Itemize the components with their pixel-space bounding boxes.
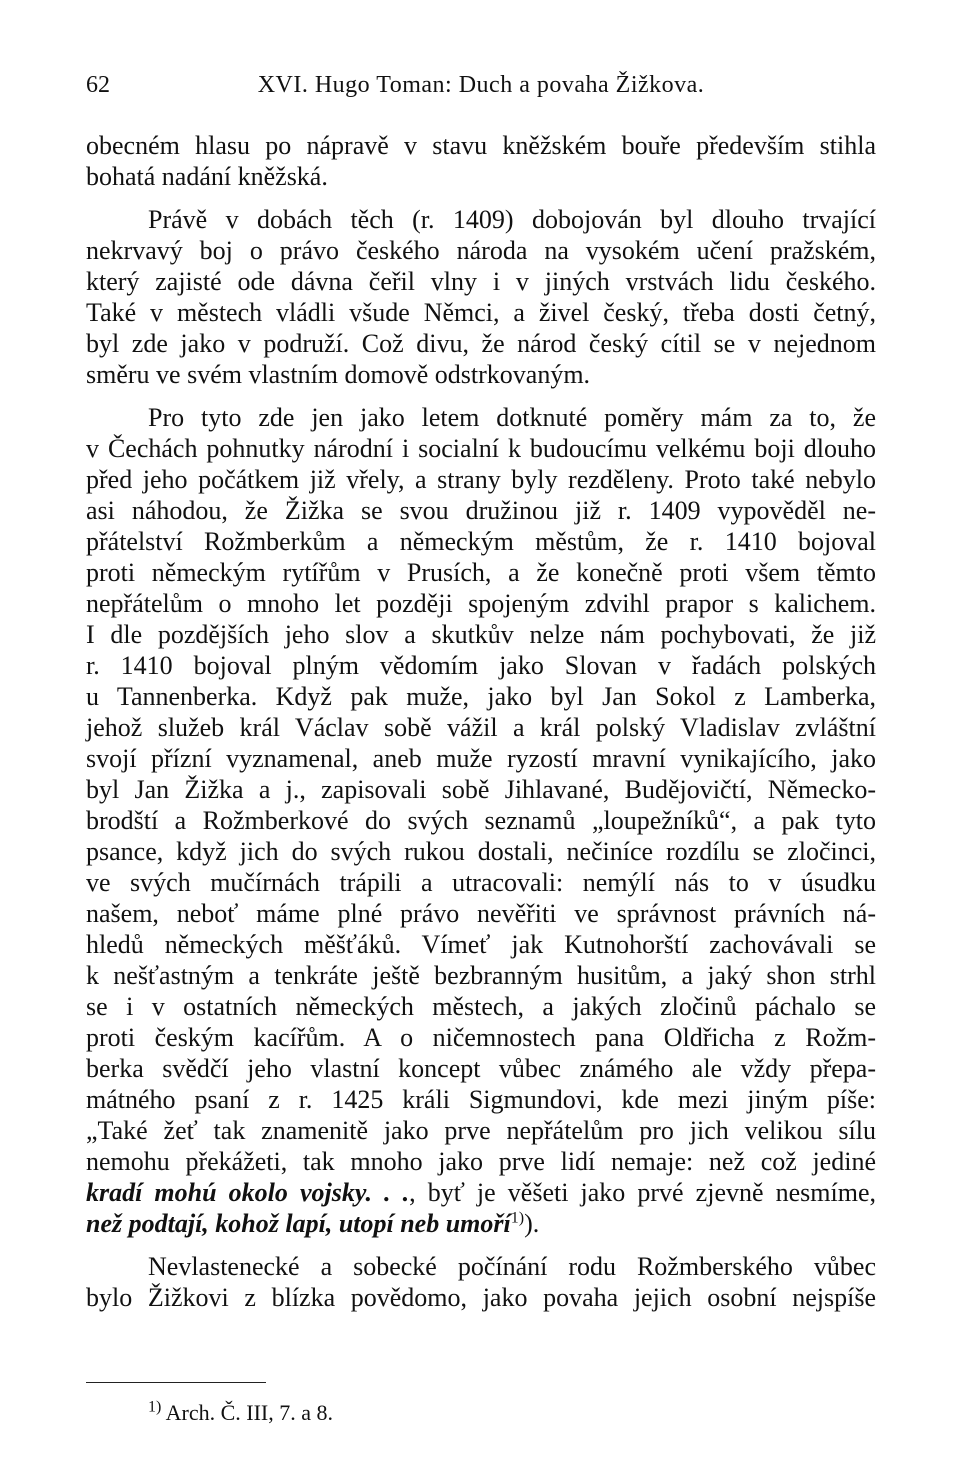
text-line xyxy=(86,1177,876,1208)
text-segment: v Čechách pohnutky národní i socialní k budoucímu velkému boji dlouho xyxy=(86,434,876,463)
text-line xyxy=(86,526,876,557)
text-line xyxy=(86,402,876,433)
body-text xyxy=(86,130,876,1313)
text-segment: se i v ostatních německých městech, a jakých zločinů páchalo se xyxy=(86,992,876,1021)
italic-quote: než podtají, kohož lapí, utopí neb umoří xyxy=(86,1209,511,1238)
text-segment: svojí přízní vyznamenal, aneb muže ryzostí mravní vynikajícího, jako xyxy=(86,744,876,773)
text-line xyxy=(86,743,876,774)
text-segment: který zajisté ode dávna čeřil vlny i v jiných vrstvách lidu českého. xyxy=(86,267,876,296)
text-segment: nekrvavý boj o právo českého národa na vysokém učení pražském, xyxy=(86,236,876,265)
running-head: XVI. Hugo Toman: Duch a povaha Žižkova. xyxy=(257,72,705,98)
text-line xyxy=(86,235,876,266)
text-segment: proti německým rytířům v Prusích, a že konečně proti všem těmto xyxy=(86,558,876,587)
text-line xyxy=(86,1115,876,1146)
text-segment: k nešťastným a tenkráte ještě bezbranným husitům, a jaký shon strhl xyxy=(86,961,876,990)
text-segment: obecném hlasu po nápravě v stavu kněžském bouře především stihla xyxy=(86,131,876,160)
text-segment: asi náhodou, že Žižka se svou družinou již r. 1409 vypověděl ne- xyxy=(86,496,876,525)
text-line xyxy=(86,650,876,681)
text-line xyxy=(86,960,876,991)
text-line xyxy=(86,1251,876,1282)
text-line xyxy=(86,433,876,464)
text-line xyxy=(86,266,876,297)
text-segment: I dle pozdějších jeho slov a skutkův nelze nám pochybovati, že již xyxy=(86,620,876,649)
text-line xyxy=(86,929,876,960)
text-segment: mátného psaní z r. 1425 králi Sigmundovi, kde mezi jiným píše: xyxy=(86,1085,876,1114)
footnote-ref: 1) xyxy=(510,1209,525,1227)
text-line xyxy=(86,161,876,192)
text-line xyxy=(86,991,876,1022)
text-segment: jehož služeb král Václav sobě vážil a král polský Vladislav zvláštní xyxy=(86,713,876,742)
text-segment: přátelství Rožmberkům a německým městům, že r. 1410 bojoval xyxy=(86,527,876,556)
text-segment: hledů německých měšťáků. Vímeť jak Kutnohorští zachovávali se xyxy=(86,930,876,959)
footnote-rule xyxy=(86,1382,266,1383)
text-line xyxy=(86,1208,876,1239)
text-line xyxy=(86,359,876,390)
text-segment: psance, když jich do svých rukou dostali, nečiníce rozdílu se zločinci, xyxy=(86,837,876,866)
text-segment: r. 1410 bojoval plným vědomím jako Slovan v řadách polských xyxy=(86,651,876,680)
text-line xyxy=(86,619,876,650)
text-line xyxy=(86,836,876,867)
page-header xyxy=(86,72,876,104)
text-line xyxy=(86,130,876,161)
text-segment: u Tannenberka. Když pak muže, jako byl Jan Sokol z Lamberka, xyxy=(86,682,876,711)
page-number: 62 xyxy=(86,72,110,98)
text-line xyxy=(86,1282,876,1313)
text-segment: brodští a Rožmberkové do svých seznamů „loupežníků“, a pak tyto xyxy=(86,806,876,835)
text-line xyxy=(86,1084,876,1115)
footnote-marker: 1) xyxy=(148,1398,162,1416)
text-segment: Právě v dobách těch (r. 1409) dobojován byl dlouho trvající xyxy=(148,205,876,234)
text-line xyxy=(86,681,876,712)
text-segment: bohatá nadání kněžská. xyxy=(86,162,328,191)
text-segment: ). xyxy=(524,1209,540,1238)
footnote xyxy=(148,1400,333,1426)
text-line xyxy=(86,805,876,836)
text-line xyxy=(86,712,876,743)
text-segment: nemohu překážeti, tak mnoho jako prve lidí nemaje: než což jediné xyxy=(86,1147,876,1176)
text-line xyxy=(86,464,876,495)
text-segment: směru ve svém vlastním domově odstrkovaným. xyxy=(86,360,591,389)
text-segment: nepřátelům o mnoho let později spojeným zdvihl prapor s kalichem. xyxy=(86,589,876,618)
footnote-text: Arch. Č. III, 7. a 8. xyxy=(161,1400,334,1425)
text-line xyxy=(86,204,876,235)
text-segment: , byť je věšeti jako prvé zjevně nesmíme, xyxy=(409,1178,876,1207)
text-line xyxy=(86,1022,876,1053)
text-line xyxy=(86,1146,876,1177)
text-segment: ve svých mučírnách trápili a utracovali: nemýlí nás to v úsudku xyxy=(86,868,876,897)
text-segment: byl Jan Žižka a j., zapisovali sobě Jihlavané, Budějovičtí, Německo- xyxy=(86,775,876,804)
text-segment: proti českým kacířům. A o ničemnostech pana Oldřicha z Rožm- xyxy=(86,1023,876,1052)
text-segment: bylo Žižkovi z blízka povědomo, jako povaha jejich osobní nejspíše xyxy=(86,1283,876,1312)
text-line xyxy=(86,297,876,328)
text-segment: Nevlastenecké a sobecké počínání rodu Rožmberského vůbec xyxy=(148,1252,876,1281)
text-segment: berka svědčí jeho vlastní koncept vůbec známého ale vždy přepa- xyxy=(86,1054,876,1083)
text-line xyxy=(86,774,876,805)
text-line xyxy=(86,1053,876,1084)
text-segment: byl zde jako v podruží. Což divu, že národ český cítil se v nejednom xyxy=(86,329,876,358)
text-segment: „Také žeť tak znamenitě jako prve nepřátelům pro jich velikou sílu xyxy=(86,1116,876,1145)
text-line xyxy=(86,557,876,588)
text-line xyxy=(86,495,876,526)
text-line xyxy=(86,867,876,898)
text-line xyxy=(86,328,876,359)
text-segment: Také v městech vládli všude Němci, a živel český, třeba dosti četný, xyxy=(86,298,876,327)
text-line xyxy=(86,588,876,619)
text-segment: před jeho počátkem již vřely, a strany byly rezděleny. Proto také nebylo xyxy=(86,465,876,494)
italic-quote: kradí mohú okolo vojsky. . . xyxy=(86,1178,410,1207)
text-line xyxy=(86,898,876,929)
text-segment: našem, neboť máme plné právo nevěřiti ve správnost právních ná- xyxy=(86,899,876,928)
text-segment: Pro tyto zde jen jako letem dotknuté poměry mám za to, že xyxy=(148,403,876,432)
